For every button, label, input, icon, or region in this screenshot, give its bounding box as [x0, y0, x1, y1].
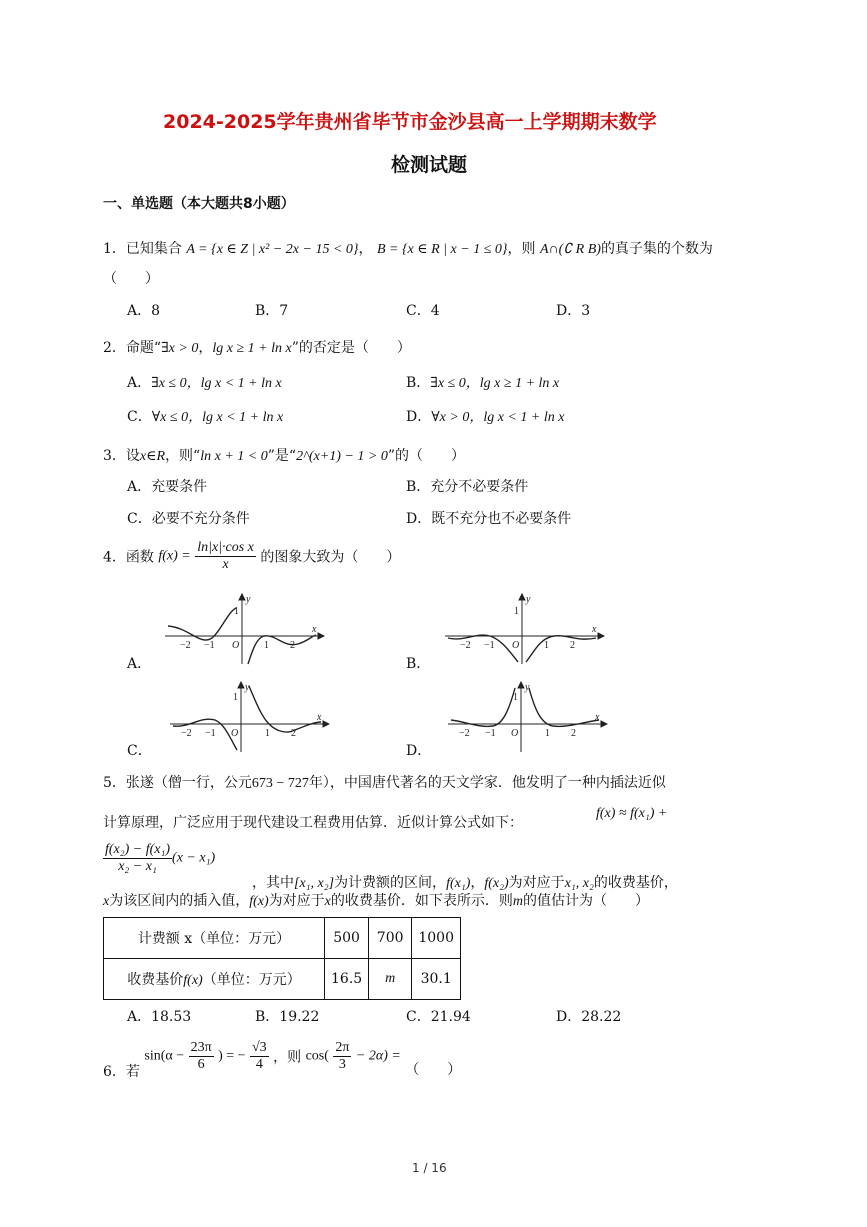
q2-option-d-label: D．	[406, 409, 432, 425]
q5-option-c: C．21.94	[406, 1009, 471, 1025]
svg-text:−1: −1	[204, 640, 215, 651]
q6-frac1-num: 23π	[190, 1040, 212, 1055]
q5-table-cell: 700	[369, 918, 412, 959]
q4-func-fraction	[195, 540, 256, 573]
svg-text:1: 1	[514, 606, 519, 617]
q3-option-c: C．必要不充分条件	[127, 511, 250, 527]
q5-frac-tail: (x − x₁)	[172, 850, 216, 866]
q2-option-c	[127, 406, 283, 426]
q5-line3-c: 为对应于	[508, 875, 565, 891]
q5-line1-a: 5．张遂（僧一行，公元	[103, 775, 252, 791]
q3-option-d: D．既不充分也不必要条件	[406, 511, 572, 527]
q6-frac2-num: √3	[252, 1040, 267, 1055]
svg-text:−2: −2	[180, 640, 191, 651]
q6-frac1-den: 6	[197, 1057, 205, 1072]
q2-stem-c: ”的否定是（ ）	[291, 340, 411, 356]
q5-row2-head-a: 收费基价	[127, 972, 184, 988]
q5-mvar: m	[512, 894, 523, 909]
q6-cos: cos(	[305, 1048, 329, 1064]
q6-frac2-den: 4	[255, 1057, 263, 1072]
q1-option-d: D．3	[556, 303, 591, 319]
q5-formula-fraction	[103, 842, 172, 875]
q2-option-a-label: A．	[127, 375, 152, 391]
q5-interval: [x₁, x₂]	[294, 876, 335, 891]
q5-line3-b: 为计费额的区间，	[334, 875, 447, 891]
q5-row2-head-fx: f(x)	[183, 973, 203, 988]
q4-stem-a: 4．函数	[103, 549, 154, 566]
svg-text:1: 1	[513, 692, 518, 703]
svg-text:O: O	[231, 728, 239, 739]
svg-text:1: 1	[233, 692, 238, 703]
q1-answer-paren: （ ）	[103, 271, 159, 287]
q6-eq1: ) = −	[218, 1048, 246, 1064]
q5-line4-d: 的收费基价．如下表所示．则	[330, 893, 513, 909]
q4-stem-b: 的图象大致为（ ）	[260, 549, 401, 566]
q3-option-b: B．充分不必要条件	[406, 479, 529, 495]
question-1-stem	[103, 238, 713, 258]
q3-stem-a: 3．设	[103, 448, 140, 464]
q2-option-b-math: ∃x ≤ 0，lg x ≥ 1 + ln x	[430, 376, 560, 391]
q5-fx: f(x)	[249, 894, 269, 909]
q1-set-b: B = {x ∈ R | x − 1 ≤ 0}	[376, 242, 508, 257]
q2-stem-a: 2．命题“	[103, 340, 162, 356]
q5-formula-line	[103, 842, 215, 875]
q6-fraction-3	[333, 1040, 351, 1073]
q4-option-b-label: B．	[406, 656, 431, 672]
q5-line4-c: 为对应于	[268, 893, 325, 909]
q1-prefix: 1．已知集合	[103, 241, 182, 257]
page-number: 1 / 16	[412, 1161, 447, 1175]
q5-table-cell: 30.1	[412, 959, 461, 1000]
q5-frac-num: f(x₂) − f(x₁)	[105, 842, 171, 857]
q5-option-b: B．19.22	[255, 1009, 320, 1025]
q1-expression: A∩(∁ R B)	[539, 242, 601, 257]
q5-fee-table	[103, 917, 461, 1000]
q1-then: ，则	[507, 241, 536, 257]
q4-option-d-label: D．	[406, 743, 432, 759]
q6-label: 6．若	[103, 1063, 140, 1080]
q4-graph-c	[165, 680, 330, 755]
table-row	[104, 959, 461, 1000]
q4-graph-a	[160, 592, 325, 667]
svg-text:2: 2	[290, 640, 295, 651]
q3-math-1: x∈R	[139, 449, 166, 464]
q5-table-cell: 1000	[412, 918, 461, 959]
q3-stem-b: ，则“	[165, 448, 201, 464]
question-6-stem	[103, 1040, 462, 1080]
q5-table-cell: m	[369, 959, 412, 1000]
svg-text:1: 1	[544, 640, 549, 651]
table-row	[104, 918, 461, 959]
q6-frac3-den: 3	[338, 1057, 346, 1072]
svg-text:1: 1	[265, 728, 270, 739]
q2-option-c-label: C．	[127, 409, 152, 425]
q4-func-numerator: ln|x|·cos x	[197, 540, 254, 555]
q4-graph-b	[440, 592, 605, 667]
question-3-stem	[103, 445, 465, 465]
q4-option-a-label: A．	[127, 656, 152, 672]
svg-text:1: 1	[264, 640, 269, 651]
q2-option-c-math: ∀x ≤ 0，lg x < 1 + ln x	[151, 410, 284, 425]
q5-line3-d: 的收费基价，	[593, 875, 678, 891]
q3-option-a: A．充要条件	[127, 479, 208, 495]
svg-text:y: y	[246, 594, 251, 605]
q5-line4-e: 的值估计为（ ）	[523, 893, 649, 909]
svg-text:y: y	[525, 682, 530, 693]
svg-text:1: 1	[545, 728, 550, 739]
q3-stem-c: ”是“	[267, 448, 297, 464]
svg-text:−2: −2	[459, 728, 470, 739]
q6-frac3-num: 2π	[335, 1040, 350, 1055]
q5-table-row1-head: 计费额 x（单位：万元）	[104, 918, 325, 959]
q4-func-denominator: x	[222, 557, 229, 572]
q2-option-d	[406, 406, 564, 426]
q3-math-3: 2^(x+1) − 1 > 0	[296, 449, 388, 464]
question-5-line-2: 计算原理，广泛应用于现代建设工程费用估算．近似计算公式如下：	[103, 815, 523, 831]
section-heading: 一、单选题（本大题共8小题）	[103, 196, 295, 212]
svg-text:x: x	[592, 624, 597, 635]
q3-stem-d: ”的（ ）	[387, 448, 466, 464]
q4-option-c-label: C．	[127, 743, 152, 759]
q6-sin: sin(α −	[144, 1048, 185, 1064]
svg-text:−2: −2	[460, 640, 471, 651]
q5-x1x2: x₁, x₂	[564, 876, 594, 891]
q2-math-1: ∃x > 0	[161, 341, 199, 356]
q1-suffix: 的真子集的个数为	[600, 241, 713, 257]
svg-text:O: O	[512, 640, 520, 651]
q2-option-b	[406, 372, 559, 392]
svg-text:2: 2	[570, 640, 575, 651]
q5-line1-b: 年），中国唐代著名的天文学家．他发明了一种内插法近似	[308, 775, 666, 791]
q6-fraction-2	[250, 1040, 269, 1073]
q4-graph-d	[443, 680, 608, 755]
question-4-stem	[103, 540, 400, 573]
q1-option-b: B．7	[255, 303, 289, 319]
svg-text:O: O	[232, 640, 240, 651]
q5-table-row2-head	[104, 959, 325, 1000]
q5-x: x	[103, 894, 110, 909]
q5-frac-den: x₂ − x₁	[118, 859, 157, 874]
q2-option-a-math: ∃x ≤ 0，lg x < 1 + ln x	[151, 376, 282, 391]
svg-text:1: 1	[234, 606, 239, 617]
q5-option-d: D．28.22	[556, 1009, 622, 1025]
q3-math-2: ln x + 1 < 0	[200, 449, 268, 464]
q6-then: ，则	[273, 1049, 302, 1066]
q5-option-a: A．18.53	[127, 1009, 192, 1025]
q4-func-lhs: f(x) =	[158, 548, 191, 564]
q2-option-a	[127, 372, 282, 392]
q5-fx2: f(x₂)	[484, 876, 509, 891]
q5-fx1: f(x₁)	[446, 876, 471, 891]
q1-option-c: C．4	[406, 303, 440, 319]
q2-math-2: lg x ≥ 1 + ln x	[212, 341, 292, 356]
svg-text:−2: −2	[181, 728, 192, 739]
q5-formula-rhs: f(x) ≈ f(x₁) +	[596, 806, 668, 821]
svg-text:O: O	[511, 728, 519, 739]
q5-xvar: x	[324, 894, 331, 909]
svg-text:x: x	[595, 712, 600, 723]
svg-text:−1: −1	[484, 640, 495, 651]
q6-fraction-1	[189, 1040, 214, 1073]
svg-text:2: 2	[571, 728, 576, 739]
q2-option-b-label: B．	[406, 375, 431, 391]
q2-option-d-math: ∀x > 0，lg x < 1 + ln x	[431, 410, 565, 425]
question-5-line-3	[252, 872, 678, 892]
question-5-line-1	[103, 772, 666, 792]
svg-text:y: y	[245, 682, 250, 693]
q5-table-cell: 500	[325, 918, 369, 959]
q1-option-a: A．8	[127, 303, 161, 319]
q5-table-cell: 16.5	[325, 959, 369, 1000]
q5-sep: ，	[470, 875, 485, 891]
doc-title-line1: 2024-2025学年贵州省毕节市金沙县高一上学期期末数学	[163, 111, 657, 133]
svg-text:2: 2	[291, 728, 296, 739]
question-2-stem	[103, 337, 411, 357]
doc-title-line2: 检测试题	[391, 154, 468, 176]
q5-line3-a: ，其中	[252, 875, 294, 891]
q5-row2-head-b: （单位：万元）	[202, 972, 301, 988]
q2-stem-b: ，	[198, 340, 213, 356]
q5-line4-b: 为该区间内的插入值，	[109, 893, 250, 909]
svg-text:x: x	[317, 712, 322, 723]
q6-cos-tail: − 2α) =	[355, 1048, 401, 1064]
svg-text:x: x	[312, 624, 317, 635]
q6-answer-paren: （ ）	[405, 1061, 462, 1078]
q1-set-a: A = {x ∈ Z | x² − 2x − 15 < 0}	[186, 242, 359, 257]
q1-comma: ，	[358, 241, 373, 257]
svg-text:−1: −1	[485, 728, 496, 739]
svg-text:−1: −1	[205, 728, 216, 739]
q5-years: 673 − 727	[251, 776, 309, 791]
question-5-line-4	[103, 890, 649, 910]
svg-text:y: y	[526, 594, 531, 605]
